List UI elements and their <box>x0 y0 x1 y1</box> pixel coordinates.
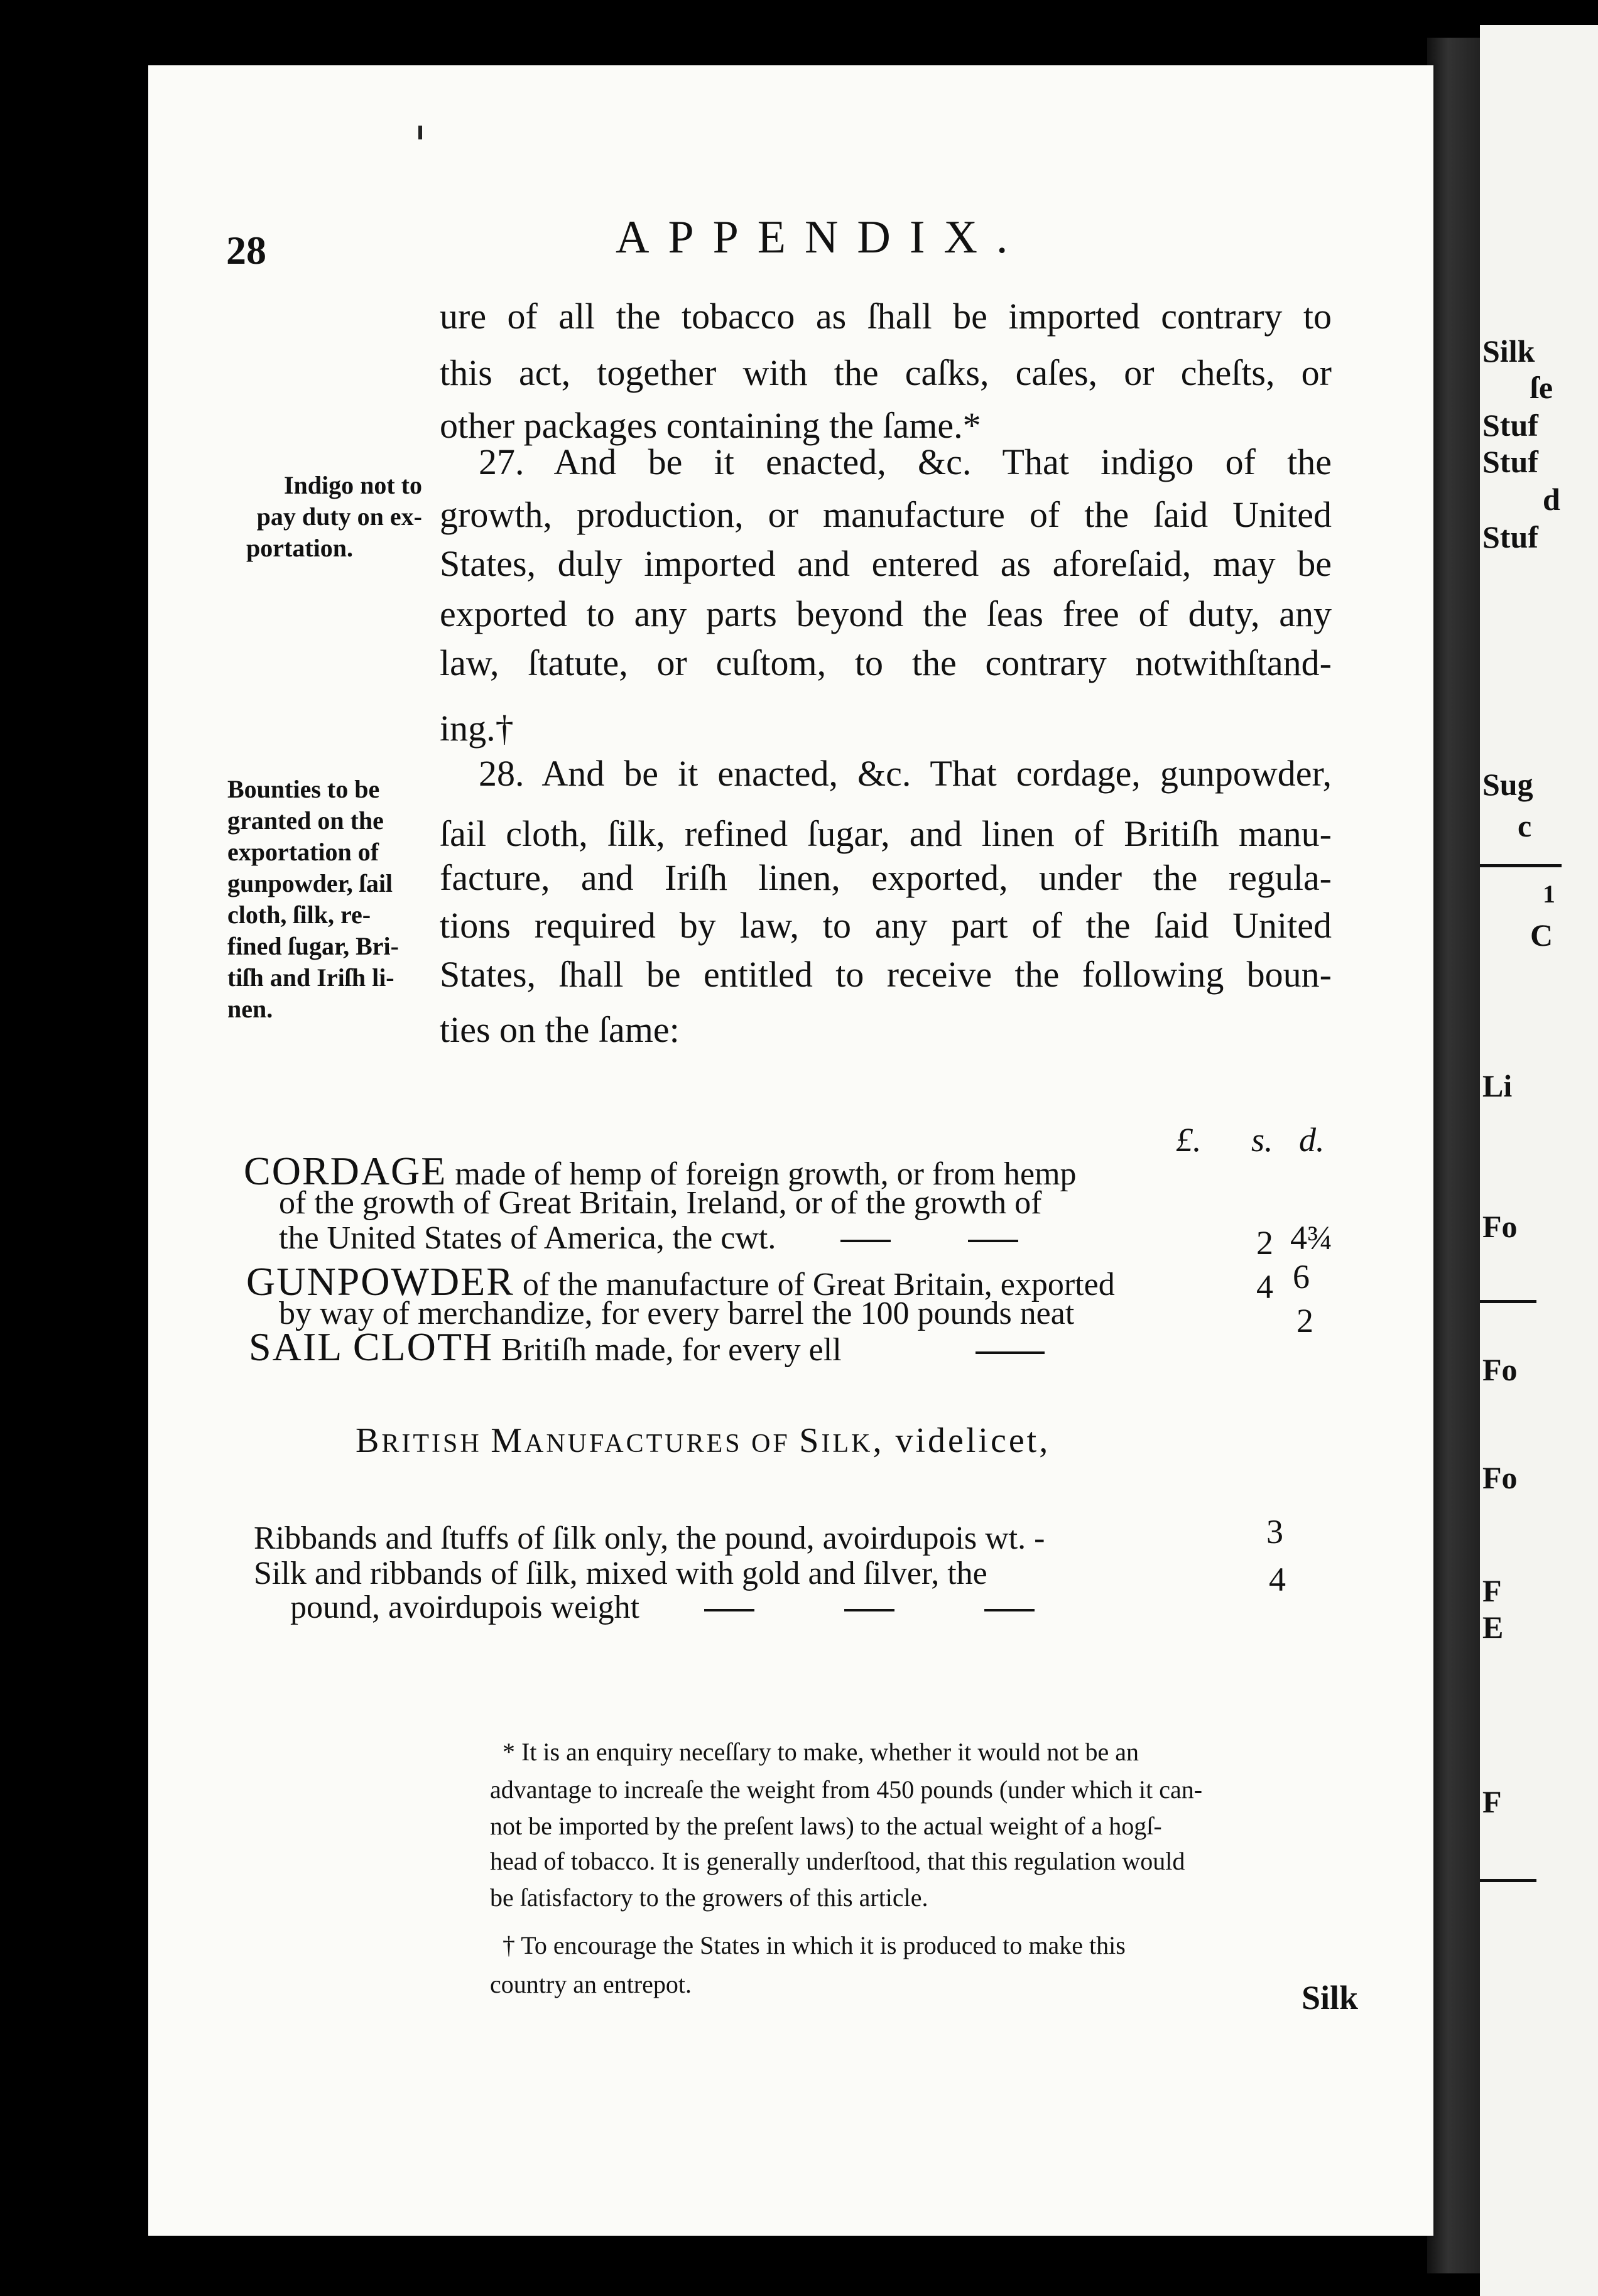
margin-note-line: nen. <box>227 995 273 1023</box>
facing-word: E <box>1482 1610 1504 1645</box>
cordage-text: made of hemp of foreign growth, or from hemp <box>447 1156 1077 1192</box>
sailcloth-pence: 2 <box>1296 1302 1313 1340</box>
leader-dash <box>984 1609 1035 1611</box>
margin-note-line: tiſh and Iriſh li- <box>227 963 394 992</box>
facing-word: Fo <box>1482 1352 1518 1387</box>
body-line: ſail cloth, ſilk, refined ſugar, and linen of Britiſh manu- <box>440 813 1332 854</box>
margin-note-line: exportation of <box>227 838 379 866</box>
body-line: tions required by law, to any part of the ſaid United <box>440 905 1332 946</box>
gunpowder-pence: 6 <box>1293 1258 1310 1296</box>
margin-note-line: pay duty on ex- <box>256 502 422 531</box>
running-head: APPENDIX. <box>616 212 1027 263</box>
facing-word: Stuf <box>1482 444 1538 479</box>
body-line: exported to any parts beyond the ſeas free of duty, any <box>440 593 1332 634</box>
ink-mark <box>418 126 422 139</box>
body-line: facture, and Iriſh linen, exported, under the regula- <box>440 857 1332 898</box>
margin-note-line: cloth, ſilk, re- <box>227 901 371 929</box>
pence-header: d. <box>1299 1121 1325 1159</box>
footnote-line: * It is an enquiry neceſſary to make, whether it would not be an <box>503 1738 1139 1766</box>
sailcloth-text: Britiſh made, for every ell <box>493 1332 842 1368</box>
catchword: Silk <box>1302 1979 1359 2017</box>
gunpowder-label: GUNPOWDER <box>246 1259 514 1304</box>
heading-part: S <box>799 1421 822 1460</box>
margin-note-line: granted on the <box>227 806 384 835</box>
sailcloth-entry <box>249 1324 1045 1370</box>
body-line: States, ſhall be entitled to receive the following boun- <box>440 954 1332 995</box>
leader-dash <box>976 1351 1045 1354</box>
silk-item-1-pence: 3 <box>1266 1513 1283 1551</box>
body-line: this act, together with the caſks, caſes, or cheſts, or <box>440 352 1332 393</box>
facing-word: 1 <box>1543 880 1555 908</box>
silk-item-2: Silk and ribbands of ſilk, mixed with gold and ſilver, the <box>254 1556 987 1591</box>
footnote-line: † To encourage the States in which it is produced to make this <box>503 1931 1126 1959</box>
body-line: 28. And be it enacted, &c. That cordage, gunpowder, <box>479 753 1332 794</box>
footnote-line: country an entrepot. <box>490 1970 692 1998</box>
gunpowder-shillings: 4 <box>1256 1268 1273 1306</box>
heading-part: M <box>491 1421 525 1460</box>
cordage-pence: 4¾ <box>1290 1219 1333 1257</box>
facing-page-edge <box>1480 25 1598 2296</box>
footnote-line: advantage to increaſe the weight from 450 pounds (under which it can- <box>490 1775 1203 1804</box>
facing-rule <box>1480 1300 1536 1303</box>
heading-part: RITISH <box>381 1429 491 1458</box>
facing-word: F <box>1482 1573 1502 1608</box>
facing-word: Stuf <box>1482 519 1538 555</box>
margin-note-line: fined ſugar, Bri- <box>227 932 399 960</box>
margin-note-bounties <box>227 774 428 1025</box>
cordage-label: CORDAGE <box>244 1149 447 1193</box>
heading-part: , videlicet, <box>872 1421 1051 1460</box>
footnote-line: not be imported by the preſent laws) to the actual weight of a hogſ- <box>490 1812 1162 1840</box>
silk-item-2-line-2-text: pound, avoirdupois weight <box>290 1589 640 1625</box>
cordage-line-3 <box>279 1220 1018 1257</box>
margin-note-line: Indigo not to <box>283 471 422 499</box>
leader-dash <box>840 1240 891 1242</box>
heading-part: ANUFACTURES OF <box>525 1429 800 1458</box>
facing-word: Silk <box>1482 333 1535 369</box>
pounds-header: £. <box>1176 1121 1202 1159</box>
silk-section-heading <box>356 1421 1050 1461</box>
heading-part: ILK <box>821 1429 873 1458</box>
facing-word: ſe <box>1530 370 1553 405</box>
leader-dash <box>844 1609 894 1611</box>
margin-note-line: portation. <box>246 534 353 562</box>
facing-word: Sug <box>1482 767 1533 802</box>
heading-part: B <box>356 1421 382 1460</box>
page-number: 28 <box>226 228 266 273</box>
body-line: growth, production, or manufacture of the ſaid United <box>440 494 1332 535</box>
gunpowder-line-2-text: by way of merchandize, for every barrel the 100 pounds neat <box>279 1296 1075 1331</box>
facing-word: Li <box>1482 1068 1513 1103</box>
leader-dash <box>704 1609 754 1611</box>
body-line: ure of all the tobacco as ſhall be imported contrary to <box>440 296 1332 337</box>
margin-note-indigo <box>227 470 422 564</box>
footnote-line: head of tobacco. It is generally underſtood, that this regulation would <box>490 1847 1185 1875</box>
margin-note-line: gunpowder, ſail <box>227 869 393 897</box>
facing-rule <box>1480 1879 1536 1882</box>
facing-word: d <box>1543 482 1560 517</box>
facing-word: c <box>1518 808 1532 843</box>
facing-word: F <box>1482 1784 1502 1819</box>
facing-rule <box>1480 864 1562 867</box>
facing-word: Fo <box>1482 1460 1518 1495</box>
body-line: States, duly imported and entered as aforeſaid, may be <box>440 543 1332 584</box>
facing-word: C <box>1530 918 1553 953</box>
body-line: 27. And be it enacted, &c. That indigo of the <box>479 441 1332 482</box>
cordage-line-2: of the growth of Great Britain, Ireland, or of the growth of <box>279 1185 1042 1221</box>
body-line: ing.† <box>440 708 514 749</box>
silk-item-1: Ribbands and ſtuffs of ſilk only, the pound, avoirdupois wt. - <box>254 1520 1045 1556</box>
book-gutter <box>1427 38 1480 2273</box>
shillings-header: s. <box>1251 1121 1273 1159</box>
facing-word: Fo <box>1482 1209 1518 1244</box>
gunpowder-text: of the manufacture of Great Britain, exported <box>514 1267 1115 1302</box>
body-line: law, ſtatute, or cuſtom, to the contrary notwithſtand- <box>440 642 1332 683</box>
body-line: ties on the ſame: <box>440 1009 680 1050</box>
footnote-line: be ſatisfactory to the growers of this article. <box>490 1883 928 1912</box>
silk-item-2-line-2 <box>290 1589 1035 1626</box>
facing-word: Stuf <box>1482 408 1538 443</box>
sailcloth-label: SAIL CLOTH <box>249 1324 494 1369</box>
cordage-line-3-text: the United States of America, the cwt. <box>279 1220 776 1256</box>
leader-dash <box>968 1240 1018 1242</box>
margin-note-line: Bounties to be <box>227 775 380 803</box>
silk-item-2-pence: 4 <box>1269 1561 1286 1598</box>
cordage-shillings: 2 <box>1256 1224 1273 1262</box>
body-line: other packages containing the ſame.* <box>440 405 981 446</box>
